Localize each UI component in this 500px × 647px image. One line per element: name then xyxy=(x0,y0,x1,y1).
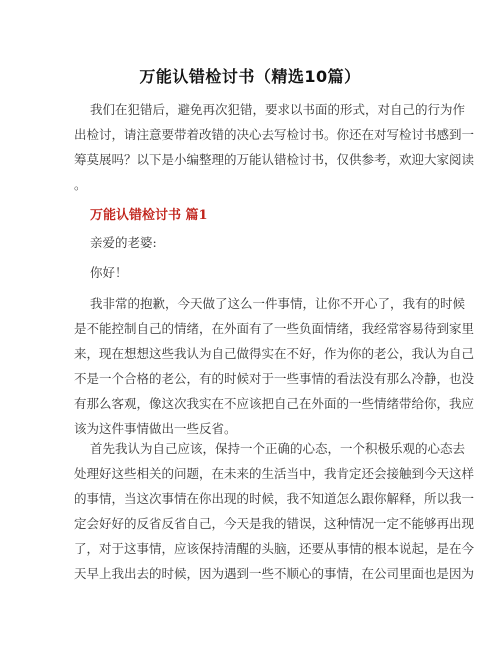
document-title: 万能认错检讨书（精选10篇） xyxy=(139,67,361,86)
paragraph-line: 首先我认为自己应该，保持一个正确的心态，一个积极乐观的心态去 xyxy=(90,441,466,456)
intro-line: 出检讨，请注意要带着改错的决心去写检讨书。你还在对写检讨书感到一 xyxy=(74,127,475,142)
paragraph-line: 有那么客观，像这次我实在不应该把自己在外面的一些情绪带给你，我应 xyxy=(74,396,475,411)
intro-line: 我们在犯错后，避免再次犯错，要求以书面的形式，对自己的行为作 xyxy=(90,102,466,117)
paragraph-line: 我非常的抱歉，今天做了这么一件事情，让你不开心了，我有的时候 xyxy=(90,296,466,311)
salutation: 亲爱的老婆: xyxy=(90,235,157,250)
paragraph-line: 该为这件事情做出一些反省。 xyxy=(74,421,237,436)
paragraph-line: 定会好好的反省反省自己，今天是我的错误，这种情况一定不能够再出现 xyxy=(74,516,475,531)
paragraph-1 xyxy=(74,291,475,441)
section-heading: 万能认错检讨书 篇1 xyxy=(90,208,208,223)
intro-paragraph xyxy=(74,97,475,197)
paragraph-line: 来，现在想想这些我认为自己做得实在不好，作为你的老公，我认为自己 xyxy=(74,346,475,361)
intro-line: 。 xyxy=(74,177,87,192)
paragraph-line: 了，对于这事情，应该保持清醒的头脑，还要从事情的根本说起，是在今 xyxy=(74,541,475,556)
paragraph-line: 的事情，当这次事情在你出现的时候，我不知道怎么跟你解释，所以我一 xyxy=(74,491,475,506)
paragraph-2 xyxy=(74,436,475,586)
intro-line: 筹莫展吗？以下是小编整理的万能认错检讨书，仅供参考，欢迎大家阅读 xyxy=(74,152,475,167)
paragraph-line: 处理好这些相关的问题，在未来的生活当中，我肯定还会接触到今天这样 xyxy=(74,466,475,481)
greeting: 你好！ xyxy=(90,265,128,280)
paragraph-line: 天早上我出去的时候，因为遇到一些不顺心的事情，在公司里面也是因为 xyxy=(74,566,475,581)
paragraph-line: 不是一个合格的老公，有的时候对于一些事情的看法没有那么冷静，也没 xyxy=(74,371,475,386)
paragraph-line: 是不能控制自己的情绪，在外面有了一些负面情绪，我经常容易待到家里 xyxy=(74,321,475,336)
